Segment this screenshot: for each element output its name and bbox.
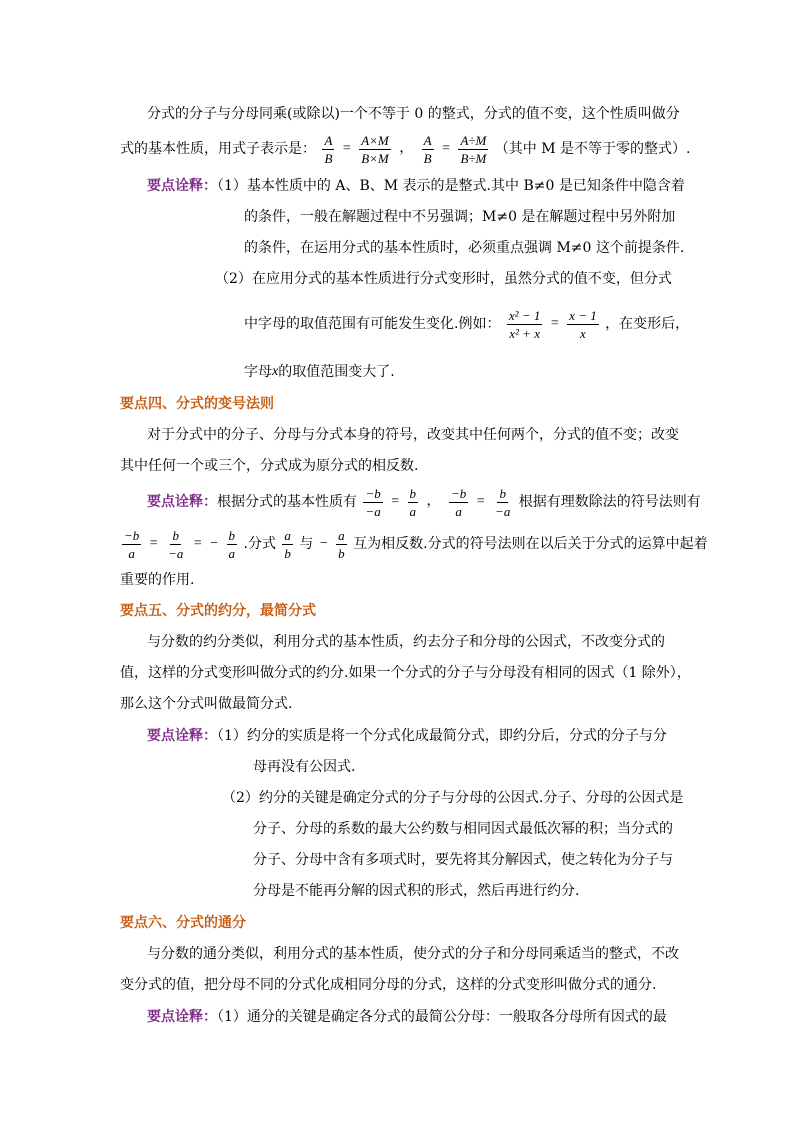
fraction: $\frac{A}{B}$ [423,132,432,166]
text: 其中任何一个或三个，分式成为原分式的相反数. [120,458,419,474]
fraction: $\frac{a}{b}$ [338,527,345,561]
fraction: $\frac{b}{a}$ [409,485,417,519]
text: 对于分式中的分子、分母与分式本身的符号，改变其中任何两个，分式的值不变；改变 [147,427,679,443]
minus-sign: − [319,536,328,551]
note-line [253,757,355,777]
equals-sign: = [342,141,351,156]
comma: ， [426,494,441,509]
paragraph-line [147,425,679,445]
note-line [244,362,395,382]
equals-sign: = [476,494,485,509]
fraction: $\frac{A\div M}{B\div M}$ [460,132,487,166]
note-line [253,850,673,870]
paragraph-line [120,694,292,714]
text: （1）约分的实质是将一个分式化成最简分式，即约分后，分式的分子与分 [217,728,667,744]
text: （其中 M 是不等于零的整式）. [494,141,691,157]
text: 互为相反数.分式的符号法则在以后关于分式的运算中起着 [353,536,708,552]
fraction: $\frac{b}{-a}$ [495,485,511,519]
text: 中字母的取值范围有可能发生变化.例如： [244,316,501,332]
text: 值，这样的分式变形叫做分式的约分.如果一个分式的分子与分母没有相同的因式（1 除外）， [120,665,691,681]
text: 母再没有公因式. [253,759,356,775]
fraction: $\frac{x - 1}{x}$ [569,307,597,341]
section-heading: 要点四、分式的变号法则 [120,396,274,412]
equals-sign: = [391,494,400,509]
text: 变分式的值，把分母不同的分式化成相同分母的分式，这样的分式变形叫做分式的通分. [120,977,657,993]
text: ，在变形后， [605,316,690,332]
paragraph-line [147,104,680,124]
fraction: $\frac{A\times M}{B\times M}$ [361,132,389,166]
fraction: $\frac{\text{x² − 1}}{\text{x² + x}}$ [508,307,541,341]
text: 字母 [244,364,272,380]
comma: ， [399,141,414,156]
section-heading: 要点五、分式的约分，最简分式 [120,603,316,619]
note-line [222,788,683,808]
fraction: $\frac{A}{B}$ [324,132,333,166]
equals-sign: = [550,316,559,331]
variable: x [272,364,279,379]
text: 与 [299,536,314,552]
fraction: $\frac{a}{b}$ [284,527,291,561]
text: 根据有理数除法的符号法则有 [518,494,701,510]
fraction: $\frac{-b}{-a}$ [365,485,381,519]
text: 分式的分子与分母同乘(或除以)一个不等于 0 的整式，分式的值不变，这个性质叫做分 [147,106,680,122]
paragraph-line [120,570,194,590]
formula-line [120,526,708,562]
text: 的条件，一般在解题过程中不另强调；M≠0 是在解题过程中另外附加 [244,209,676,225]
minus-sign: − [210,536,219,551]
formula-line [120,132,690,166]
equals-sign: = [442,141,450,156]
note-line [253,819,673,839]
fraction: $\frac{b}{a}$ [228,527,236,561]
paragraph-line [120,975,656,995]
note-line [253,881,579,901]
text: 分母是不能再分解的因式积的形式，然后再进行约分. [253,883,580,899]
text: 分子、分母的系数的最大公约数与相同因式最低次幂的积；当分式的 [253,821,673,837]
note-line [215,269,672,289]
note-label: 要点诠释： [147,1009,217,1025]
note-line [244,207,675,227]
text: 与分数的通分类似，利用分式的基本性质，使分式的分子和分母同乘适当的整式，不改 [147,946,679,962]
text: 的条件，在运用分式的基本性质时，必须重点强调 M≠0 这个前提条件. [244,240,685,256]
fraction: $\frac{-b}{a}$ [124,527,140,561]
note-line [147,726,667,746]
note-line [147,176,685,196]
text: 根据分式的基本性质有 [217,494,357,510]
note-line [244,238,684,258]
equals-sign: = [149,536,158,551]
text: 与分数的约分类似，利用分式的基本性质，约去分子和分母的公因式，不改变分式的 [147,634,665,650]
note-label: 要点诠释： [147,728,217,744]
formula-line [147,484,701,520]
text: .分式 [243,536,276,552]
text: 分子、分母中含有多项式时，要先将其分解因式，使之转化为分子与 [253,852,673,868]
text: （2）在应用分式的基本性质进行分式变形时，虽然分式的值不变，但分式 [215,271,672,287]
text: 重要的作用. [120,572,195,588]
text: （1）通分的关键是确定各分式的最简公分母：一般取各分母所有因式的最 [217,1009,667,1025]
section-heading: 要点六、分式的通分 [120,915,246,931]
formula-line [244,306,689,342]
text: 的取值范围变大了. [278,364,395,380]
equals-sign: = [193,536,202,551]
text: （2）约分的关键是确定分式的分子与分母的公因式.分子、分母的公因式是 [222,790,684,806]
text: 那么这个分式叫做最简分式. [120,696,293,712]
fraction: $\frac{-b}{a}$ [450,485,467,519]
paragraph-line [120,663,691,683]
fraction: $\frac{b}{-a}$ [168,527,184,561]
note-label: 要点诠释： [147,494,217,510]
note-label: 要点诠释： [147,178,217,194]
paragraph-line [147,632,665,652]
text: 式的基本性质，用式子表示是： [120,141,316,157]
paragraph-line [120,456,418,476]
note-line [147,1007,667,1027]
text: （1）基本性质中的 A、B、M 表示的是整式.其中 B≠0 是已知条件中隐含着 [217,178,685,194]
paragraph-line [147,944,679,964]
